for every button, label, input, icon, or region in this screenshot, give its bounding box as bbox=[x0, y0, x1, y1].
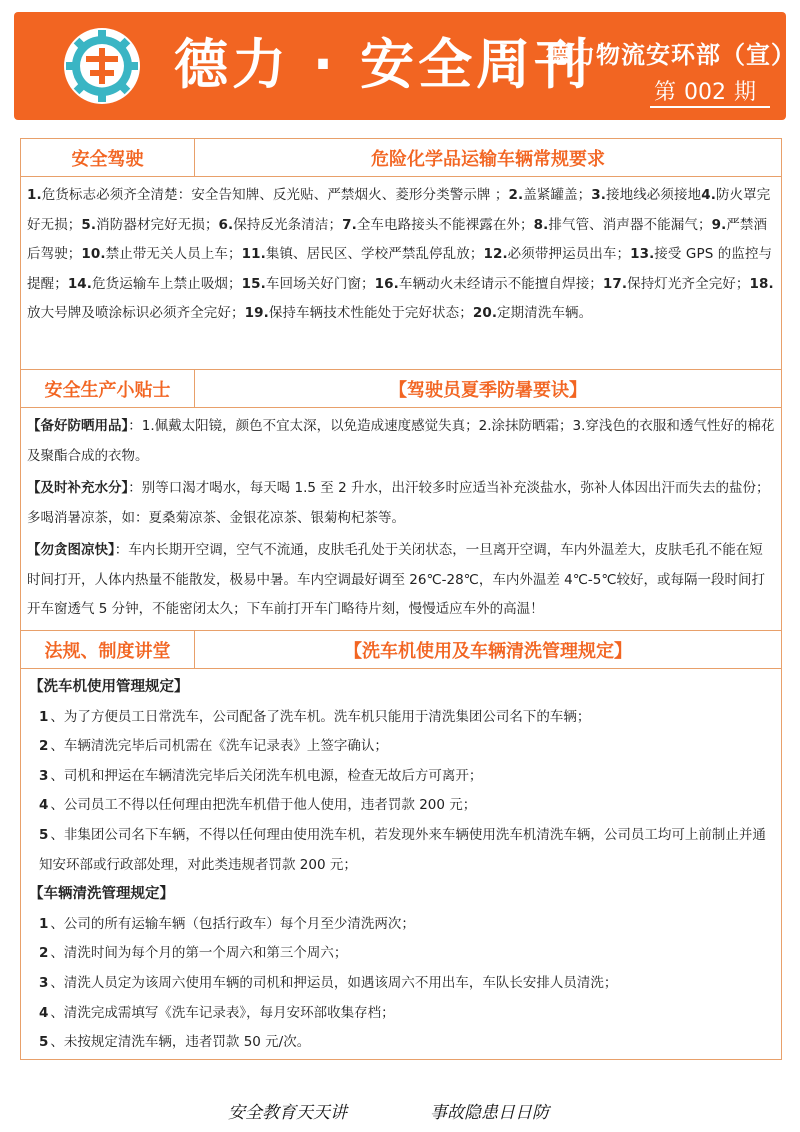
rule-item bbox=[29, 732, 773, 762]
section-title: 【洗车机使用及车辆清洗管理规定】 bbox=[344, 640, 632, 662]
rule-text: 、车辆清洗完毕后司机需在《洗车记录表》上签字确认； bbox=[50, 738, 388, 755]
rule-text: 、清洗时间为每个月的第一个周六和第三个周六； bbox=[50, 945, 348, 962]
requirement-number: 1. bbox=[27, 187, 42, 203]
rule-text: 、未按规定清洗车辆，违者罚款 50 元/次。 bbox=[50, 1034, 311, 1051]
requirement-text: 盖紧罐盖； bbox=[523, 187, 592, 203]
rule-text: 、司机和押运在车辆清洗完毕后关闭洗车机电源，检查无故后方可离开； bbox=[50, 767, 483, 784]
issue-prefix: 第 bbox=[654, 80, 677, 105]
requirement-number: 12. bbox=[483, 246, 508, 262]
requirement-number: 16. bbox=[374, 275, 399, 292]
rule-text: 、非集团公司名下车辆，不得以任何理由使用洗车机，若发现外来车辆使用洗车机清洗车辆，公司员工均可上前制止并通知安环部或行政部处理，对此类违规者罚款 200 元； bbox=[39, 826, 766, 873]
rule-group-heading: 【车辆清洗管理规定】 bbox=[29, 886, 174, 903]
section-body bbox=[21, 408, 781, 632]
rule-number: 1 bbox=[39, 915, 49, 932]
requirement-number: 2. bbox=[508, 187, 524, 203]
rule-item bbox=[29, 910, 773, 940]
rule-text: 、公司员工不得以任何理由把洗车机借于他人使用，违者罚款 200 元； bbox=[50, 797, 477, 814]
rule-number: 1 bbox=[39, 708, 49, 725]
rule-item bbox=[29, 762, 773, 792]
requirement-number: 6. bbox=[218, 216, 234, 233]
rule-number: 3 bbox=[39, 767, 49, 784]
requirement-number: 7. bbox=[342, 216, 357, 233]
company-gear-logo-icon bbox=[62, 26, 142, 106]
issue-suffix: 期 bbox=[734, 80, 757, 105]
rule-group-heading: 【洗车机使用管理规定】 bbox=[29, 679, 189, 695]
section-safe-driving bbox=[20, 138, 782, 370]
rule-number: 5 bbox=[39, 1034, 49, 1051]
rule-item bbox=[29, 939, 773, 969]
tip-text: ：别等口渴才喝水，每天喝 1.5 至 2 升水，出汗较多时应适当补充淡盐水，弥补人体因出汗而失去的盐份；多喝消暑凉茶，如：夏桑菊凉茶、金银花凉茶、银菊枸杞茶等。 bbox=[27, 480, 770, 526]
rule-text: 、清洗人员定为该周六使用车辆的司机和押运员，如遇该周六不用出车，车队长安排人员清洗； bbox=[50, 974, 618, 991]
requirement-text: 接受 GPS 的监控与提醒； bbox=[27, 246, 773, 292]
section-body bbox=[21, 177, 781, 333]
section-header bbox=[21, 370, 781, 408]
requirement-text: 车回场关好门窗； bbox=[265, 275, 375, 292]
section-body bbox=[21, 669, 781, 1062]
requirement-text: 放大号牌及喷涂标识必须齐全完好； bbox=[27, 305, 245, 321]
tip-key: 【勿贪图凉快】 bbox=[27, 542, 115, 558]
footer-slogans bbox=[0, 1098, 800, 1124]
rule-item bbox=[29, 999, 773, 1029]
rule-text: 、为了方便员工日常洗车，公司配备了洗车机。洗车机只能用于清洗集团公司名下的车辆； bbox=[50, 708, 591, 725]
section-safety-tips bbox=[20, 369, 782, 631]
rule-item bbox=[29, 791, 773, 821]
footer-slogan-left: 安全教育天天讲 bbox=[228, 1103, 347, 1123]
requirement-text: 车辆动火未经请示不能擅自焊接； bbox=[398, 275, 603, 292]
requirement-text: 全车电路接头不能裸露在外； bbox=[356, 216, 534, 233]
rule-number: 4 bbox=[39, 797, 49, 814]
page-title: 德力 · 安全周刊 bbox=[174, 33, 593, 96]
department-name: 德力物流安环部（宣） bbox=[546, 41, 796, 69]
rule-number: 2 bbox=[39, 945, 49, 962]
issue-value: 002 bbox=[684, 80, 727, 105]
requirement-number: 8. bbox=[533, 216, 549, 233]
requirement-text: 严禁酒后驾驶； bbox=[27, 216, 768, 262]
requirement-number: 11. bbox=[241, 246, 266, 262]
requirement-text: 必须带押运员出车； bbox=[507, 246, 631, 262]
rule-text: 、公司的所有运输车辆（包括行政车）每个月至少清洗两次； bbox=[50, 915, 415, 932]
requirement-text: 接地线必须接地 bbox=[606, 187, 702, 203]
rule-number: 5 bbox=[39, 826, 49, 843]
issue-number bbox=[650, 80, 770, 108]
tip-key: 【及时补充水分】 bbox=[27, 480, 129, 496]
tip-paragraph bbox=[27, 536, 775, 625]
header-banner bbox=[14, 12, 796, 120]
rule-number: 4 bbox=[39, 1004, 49, 1021]
requirement-text: 危货运输车上禁止吸烟； bbox=[92, 275, 242, 292]
rule-item bbox=[29, 821, 773, 880]
requirement-number: 15. bbox=[241, 275, 266, 292]
requirement-number: 3. bbox=[591, 187, 606, 203]
section-title: 危险化学品运输车辆常规要求 bbox=[371, 148, 605, 170]
requirement-text: 集镇、居民区、学校严禁乱停乱放； bbox=[265, 246, 484, 262]
requirement-number: 9. bbox=[711, 216, 727, 233]
requirement-number: 17. bbox=[602, 275, 628, 292]
tip-paragraph bbox=[27, 474, 775, 533]
footer-slogan-right: 事故隐患日日防 bbox=[430, 1103, 549, 1123]
rule-item bbox=[29, 703, 773, 733]
requirement-number: 14. bbox=[67, 275, 93, 292]
tip-text: ：1.佩戴太阳镜，颜色不宜太深，以免造成速度感觉失真；2.涂抹防晒霜；3.穿浅色的衣服和透气性好的棉花及聚酯合成的衣物。 bbox=[27, 418, 775, 464]
requirement-text: 消防器材完好无损； bbox=[96, 216, 219, 233]
section-label: 法规、制度讲堂 bbox=[21, 631, 195, 668]
requirement-text: 保持车辆技术性能处于完好状态； bbox=[268, 305, 473, 321]
requirement-text: 禁止带无关人员上车； bbox=[105, 246, 242, 262]
requirement-number: 5. bbox=[81, 216, 97, 233]
rule-item bbox=[29, 969, 773, 999]
section-label: 安全生产小贴士 bbox=[21, 370, 195, 407]
rule-item bbox=[29, 1028, 773, 1058]
requirement-text: 防火罩完好无损； bbox=[27, 187, 771, 233]
tip-key: 【备好防晒用品】 bbox=[27, 418, 129, 434]
rule-number: 3 bbox=[39, 974, 49, 991]
requirement-text: 保持灯光齐全完好； bbox=[627, 275, 750, 292]
section-regulations bbox=[20, 630, 782, 1060]
requirement-number: 13. bbox=[630, 246, 655, 262]
requirement-number: 4. bbox=[701, 187, 716, 203]
section-header bbox=[21, 631, 781, 669]
requirement-number: 20. bbox=[472, 305, 498, 321]
tip-paragraph bbox=[27, 412, 775, 471]
requirement-text: 保持反光条清洁； bbox=[233, 216, 343, 233]
section-label: 安全驾驶 bbox=[21, 139, 195, 176]
section-title: 【驾驶员夏季防暑要诀】 bbox=[389, 379, 587, 401]
requirement-text: 定期清洗车辆。 bbox=[497, 305, 593, 321]
requirement-number: 10. bbox=[81, 246, 106, 262]
requirement-number: 18. bbox=[749, 275, 774, 292]
requirement-number: 19. bbox=[244, 305, 269, 321]
rule-text: 、清洗完成需填写《洗车记录表》，每月安环部收集存档； bbox=[50, 1004, 395, 1021]
requirement-text: 排气管、消声器不能漏气； bbox=[548, 216, 712, 233]
section-header bbox=[21, 139, 781, 177]
tip-text: ：车内长期开空调，空气不流通，皮肤毛孔处于关闭状态，一旦离开空调，车内外温差大，皮肤毛孔不能在短时间打开，人体内热量不能散发，极易中暑。车内空调最好调至 26℃-28℃，车内外温差 4℃-5℃较好，或每隔一段时间打开车窗透气 5 分钟，不能密闭太久；下车前打开车门略待片刻，慢慢适应车外的高温！ bbox=[27, 542, 766, 617]
rule-number: 2 bbox=[39, 738, 49, 755]
requirement-text: 危货标志必须齐全清楚：安全告知牌、反光贴、严禁烟火、菱形分类警示牌 ； bbox=[41, 187, 509, 203]
